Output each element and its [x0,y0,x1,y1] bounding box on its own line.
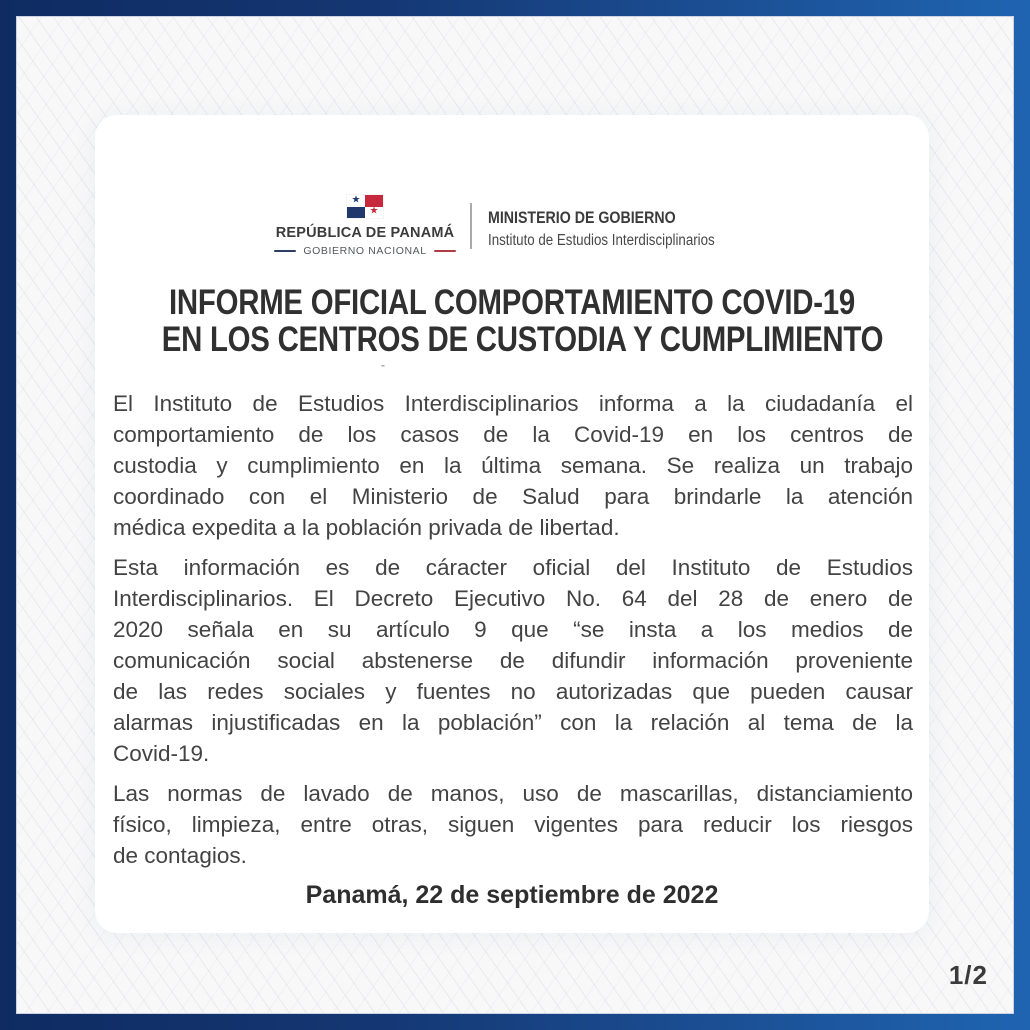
paragraph-line: Las normas de lavado de manos, uso de mascarillas, distanciamiento [113,781,913,806]
ministry-subtitle: Instituto de Estudios Interdisciplinarios [488,232,715,249]
flag-quarter-red [365,195,383,207]
paragraph-line: médica expedita a la población privada de libertad. [113,515,620,540]
republic-subtitle: GOBIERNO NACIONAL [303,245,427,257]
header-divider [470,203,472,249]
title-line-2: EN LOS CENTROS DE CUSTODIA Y CUMPLIMIENTO [161,320,884,359]
paragraph-line: Interdisciplinarios. El Decreto Ejecutivo No. 64 del 28 de enero de [113,586,913,611]
paragraph-line: alarmas injustificadas en la población” con la relación al tema de la [113,710,913,735]
paragraph-line: Covid-19. [113,741,210,766]
date-line: Panamá, 22 de septiembre de 2022 [305,881,719,909]
paragraph-line: de contagios. [113,843,247,868]
flag-quarter-white-red-star [365,207,383,219]
flag-quarter-white-blue-star [347,195,365,207]
flag-quarter-blue [347,207,365,219]
paragraph-line: Esta información es de cáracter oficial del Instituto de Estudios [113,555,913,580]
red-star-icon: ★ [369,205,379,217]
title-line-1: INFORME OFICIAL COMPORTAMIENTO COVID-19 [168,283,855,322]
ministry-name: MINISTERIO DE GOBIERNO [488,209,676,227]
document-title [95,284,929,358]
panama-flag-icon [347,195,383,218]
ministry-logo [488,195,748,250]
patterned-background [16,16,1014,1014]
body-paragraphs [113,388,913,871]
dash-right-rule [434,250,456,252]
paragraph-line: físico, limpieza, entre otras, siguen vigentes para reducir los riesgos [113,812,913,837]
paragraph-line: comportamiento de los casos de la Covid-19 en los centros de [113,422,913,447]
page-indicator: 1/2 [948,960,988,990]
paragraph-line: custodia y cumplimiento en la última semana. Se realiza un trabajo [113,453,913,478]
paragraph [113,552,913,769]
paragraph-line: El Instituto de Estudios Interdisciplinarios informa a la ciudadanía el [113,391,913,416]
paragraph-line: coordinado con el Ministerio de Salud para brindarle la atención [113,484,913,509]
paragraph-line: 2020 señala en su artículo 9 que “se insta a los medios de [113,617,913,642]
institutional-header [95,195,929,257]
republic-name: REPÚBLICA DE PANAMÁ [275,225,455,241]
paragraph [113,388,913,543]
stray-mark: - [381,358,385,372]
document-card [95,115,929,933]
blue-star-icon: ★ [351,194,361,206]
paragraph [113,778,913,871]
dash-left-rule [274,250,296,252]
paragraph-line: comunicación social abstenerse de difundir información proveniente [113,648,913,673]
republic-subtitle-row [274,245,455,257]
paragraph-line: de las redes sociales y fuentes no autorizadas que pueden causar [113,679,913,704]
republic-logo [276,195,454,257]
